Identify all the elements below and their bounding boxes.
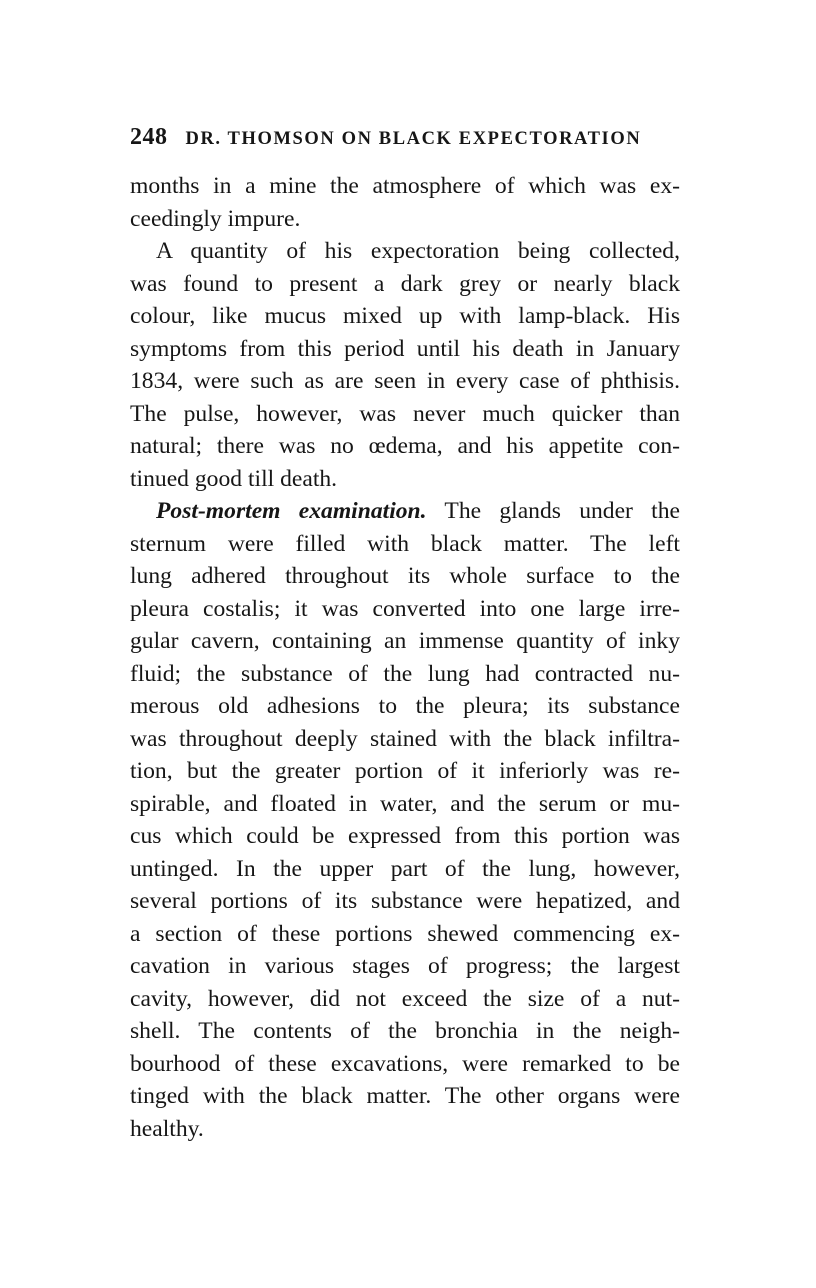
text-line: 1834, were such as are seen in every case of phthisis. [130,368,680,394]
running-title: DR. THOMSON ON BLACK EXPECTORATION [185,129,642,149]
text-line: spirable, and floated in water, and the serum or mu- [130,790,680,817]
text-line: healthy. [130,1115,204,1142]
text-line: tinued good till death. [130,465,338,492]
paragraph [130,495,680,1145]
text-line: pleura costalis; it was converted into one large irre- [130,595,680,622]
text-line: A quantity of his expectoration being collected, [156,238,680,264]
running-head [130,124,690,154]
text-line: shell. The contents of the bronchia in the neigh- [130,1018,680,1044]
body-text [130,170,680,1145]
text-line: The pulse, however, was never much quicker than [130,400,680,427]
text-line: gular cavern, containing an immense quantity of inky [130,628,680,654]
text-line: tinged with the black matter. The other organs were [130,1083,680,1109]
section-heading: Post-mortem examination. [156,498,427,524]
text-line: tion, but the greater portion of it inferiorly was re- [130,758,680,784]
text-line: was throughout deeply stained with the black infiltra- [130,725,680,752]
text-line: untinged. In the upper part of the lung, however, [130,855,680,882]
text-line: natural; there was no œdema, and his appetite con- [130,433,680,459]
text-line: a section of these portions shewed commencing ex- [130,920,680,947]
text-line: bourhood of these excavations, were remarked to be [130,1050,680,1077]
paragraph [130,235,680,495]
text-line: cavity, however, did not exceed the size of a nut- [130,985,680,1012]
text-line: cavation in various stages of progress; the largest [130,953,680,979]
text-line: cus which could be expressed from this portion was [130,823,680,849]
text-line: lung adhered throughout its whole surface to the [130,563,680,589]
text-line: months in a mine the atmosphere of which was ex- [130,173,680,199]
text-line: merous old adhesions to the pleura; its substance [130,693,680,719]
text-line: was found to present a dark grey or nearly black [130,270,680,297]
text-line [130,495,680,528]
paragraph [130,170,680,235]
text-line: symptoms from this period until his death in January [130,335,680,362]
text-line: ceedingly impure. [130,205,301,232]
text-line: fluid; the substance of the lung had contracted nu- [130,660,680,687]
page-number: 248 [130,124,168,150]
heading-line-rest: The glands under the [444,498,680,524]
text-line: several portions of its substance were hepatized, and [130,888,680,914]
text-line: colour, like mucus mixed up with lamp-black. His [130,303,680,329]
text-line: sternum were filled with black matter. The left [130,530,680,557]
